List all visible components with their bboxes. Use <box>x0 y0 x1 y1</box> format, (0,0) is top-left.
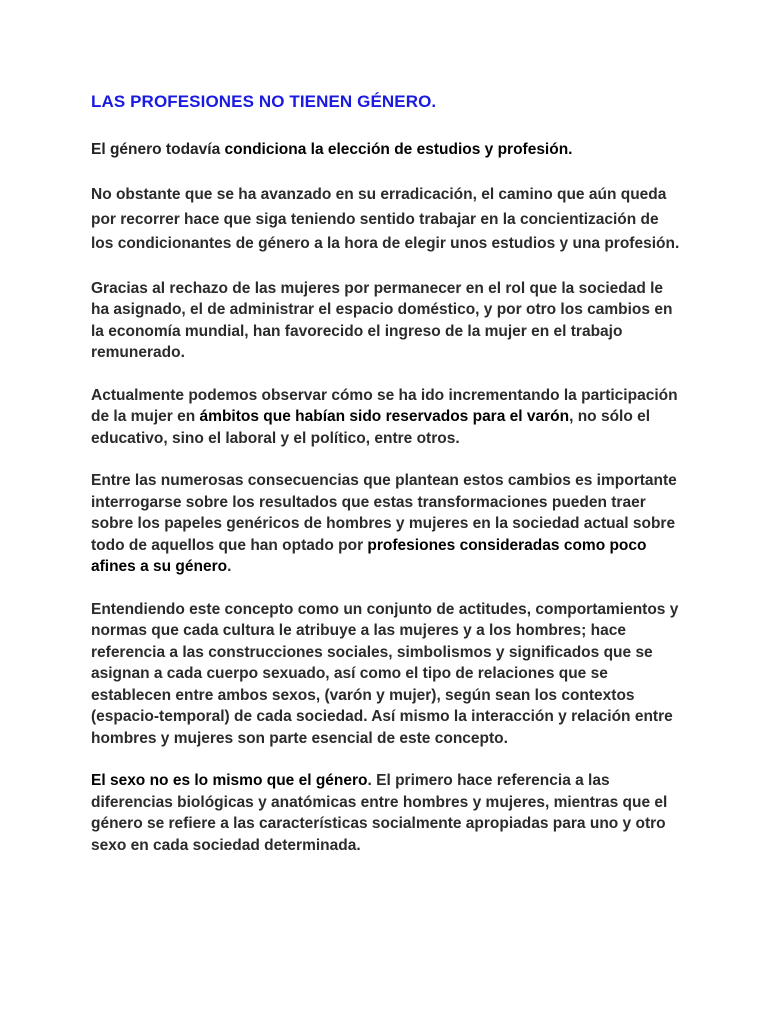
document-subtitle <box>91 141 681 159</box>
paragraph-3-tail: , no sólo el educativo, sino el laboral y el político, entre otros. <box>91 408 651 447</box>
document-body <box>91 92 681 877</box>
document-title: LAS PROFESIONES NO TIENEN GÉNERO. <box>91 92 437 111</box>
paragraph-6 <box>91 770 681 856</box>
paragraph-4-tail: . <box>227 558 232 575</box>
paragraph-4-emphasis: profesiones consideradas como poco afines a su género <box>91 536 647 575</box>
paragraph-6-emphasis: El sexo no es lo mismo que el género <box>91 772 368 789</box>
paragraph-5: Entendiendo este concepto como un conjunto de actitudes, comportamientos y normas que cada cultura le atribuye a las mujeres y a los hombres; hace referencia a las construcciones sociales, simbolismos y significados que se asignan a cada cuerpo sexuado, así como el tipo de relaciones que se establecen entre ambos sexos, (varón y mujer), según sean los contextos (espacio-temporal) de cada sociedad. Así mismo la interacción y relación entre hombres y mujeres son parte esencial de este concepto. <box>91 600 679 747</box>
paragraph-6-tail: . El primero hace referencia a las diferencias biológicas y anatómicas entre hombres y mujeres, mientras que el género se refiere a las características socialmente apropiadas para uno y otro sexo en cada sociedad determinada. <box>91 772 668 854</box>
subtitle-part-2: condiciona la elección de estudios y profesión. <box>224 141 573 158</box>
paragraph-3-lead: Actualmente podemos observar cómo se ha ido incrementando la participación de la mujer en <box>91 386 678 425</box>
subtitle-part-1: El género todavía <box>91 141 225 158</box>
paragraph-4-lead: Entre las numerosas consecuencias que plantean estos cambios es importante interrogarse sobre los resultados que estas transformaciones pueden traer sobre los papeles genéricos de hombres y mujeres en la sociedad actual sobre todo de aquellos que han optado por <box>91 472 677 554</box>
paragraph-2: Gracias al rechazo de las mujeres por permanecer en el rol que la sociedad le ha asignado, el de administrar el espacio doméstico, y por otro los cambios en la economía mundial, han favorecido el ingreso de la mujer en el trabajo remunerado. <box>91 279 673 361</box>
paragraph-3-emphasis: ámbitos que habían sido reservados para el varón <box>199 408 570 425</box>
paragraph-3 <box>91 385 681 450</box>
paragraph-1: No obstante que se ha avanzado en su erradicación, el camino que aún queda por recorrer hace que siga teniendo sentido trabajar en la concientización de los condicionantes de género a la hora de elegir unos estudios y una profesión. <box>91 186 680 252</box>
paragraph-4 <box>91 470 681 578</box>
